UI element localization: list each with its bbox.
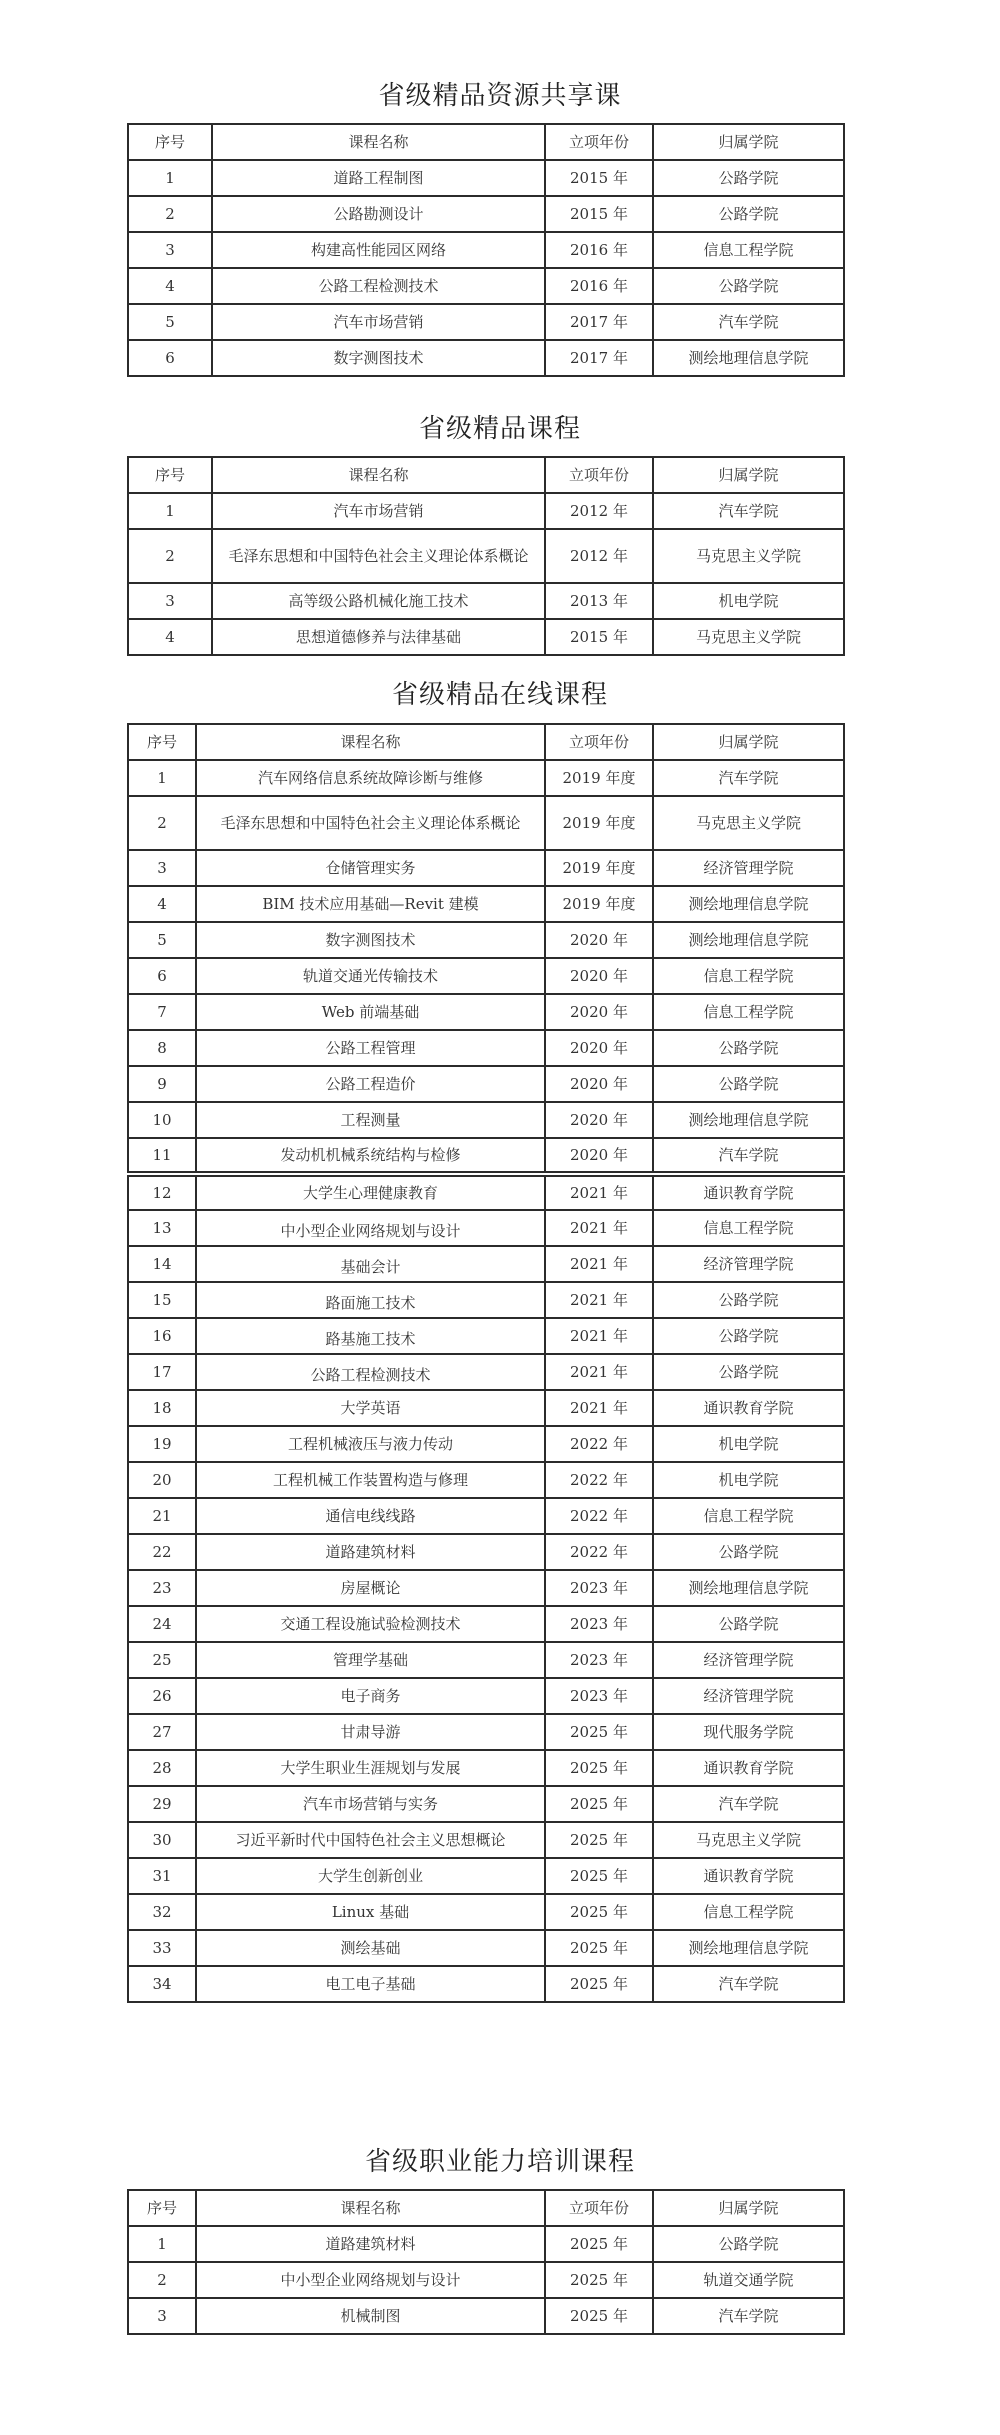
table-row <box>128 1534 844 1570</box>
table-row <box>128 1498 844 1534</box>
column-header: 课程名称 <box>196 724 545 760</box>
course-name-cell: 中小型企业网络规划与设计 <box>196 2262 545 2298</box>
course-name-cell: 甘肃导游 <box>196 1714 545 1750</box>
table-row <box>128 1714 844 1750</box>
course-name-cell: BIM 技术应用基础—Revit 建模 <box>196 886 545 922</box>
table-row <box>128 619 844 655</box>
college-cell: 公路学院 <box>653 1534 844 1570</box>
course-name-cell: 通信电线线路 <box>196 1498 545 1534</box>
course-name-cell: 道路工程制图 <box>212 160 545 196</box>
seq-cell: 2 <box>128 529 212 583</box>
course-name-cell: 数字测图技术 <box>196 922 545 958</box>
seq-cell: 4 <box>128 886 196 922</box>
table-row <box>128 160 844 196</box>
year-cell: 2017 年 <box>545 340 653 376</box>
table-row <box>128 886 844 922</box>
year-cell: 2023 年 <box>545 1606 653 1642</box>
college-cell: 测绘地理信息学院 <box>653 1570 844 1606</box>
seq-cell: 19 <box>128 1426 196 1462</box>
course-name-cell: Web 前端基础 <box>196 994 545 1030</box>
seq-cell: 12 <box>128 1174 196 1210</box>
course-name-cell: 汽车市场营销 <box>212 493 545 529</box>
table-row <box>128 529 844 583</box>
college-cell: 汽车学院 <box>653 1786 844 1822</box>
table-row <box>128 1210 844 1246</box>
table-row <box>128 196 844 232</box>
college-cell: 公路学院 <box>653 1318 844 1354</box>
college-cell: 测绘地理信息学院 <box>653 1102 844 1138</box>
seq-cell: 2 <box>128 196 212 232</box>
year-cell: 2025 年 <box>545 2298 653 2334</box>
course-name-cell: 公路工程检测技术 <box>212 268 545 304</box>
seq-cell: 29 <box>128 1786 196 1822</box>
year-cell: 2021 年 <box>545 1318 653 1354</box>
table-row <box>128 1930 844 1966</box>
year-cell: 2020 年 <box>545 922 653 958</box>
college-cell: 机电学院 <box>653 1426 844 1462</box>
college-cell: 公路学院 <box>653 1030 844 1066</box>
seq-cell: 20 <box>128 1462 196 1498</box>
year-cell: 2019 年度 <box>545 796 653 850</box>
college-cell: 汽车学院 <box>653 304 844 340</box>
column-header: 归属学院 <box>653 2190 844 2226</box>
section-title-online-courses: 省级精品在线课程 <box>391 680 608 710</box>
seq-cell: 26 <box>128 1678 196 1714</box>
column-header: 课程名称 <box>212 457 545 493</box>
seq-cell: 1 <box>128 493 212 529</box>
column-header: 立项年份 <box>545 2190 653 2226</box>
seq-cell: 2 <box>128 2262 196 2298</box>
seq-cell: 21 <box>128 1498 196 1534</box>
table-row <box>128 994 844 1030</box>
year-cell: 2021 年 <box>545 1354 653 1390</box>
seq-cell: 6 <box>128 340 212 376</box>
college-cell: 通识教育学院 <box>653 1858 844 1894</box>
seq-cell: 28 <box>128 1750 196 1786</box>
college-cell: 汽车学院 <box>653 2298 844 2334</box>
year-cell: 2022 年 <box>545 1426 653 1462</box>
table-vocational-training-courses <box>127 2189 845 2335</box>
year-cell: 2016 年 <box>545 232 653 268</box>
college-cell: 信息工程学院 <box>653 1498 844 1534</box>
year-cell: 2021 年 <box>545 1282 653 1318</box>
column-header: 序号 <box>128 2190 196 2226</box>
college-cell: 马克思主义学院 <box>653 529 844 583</box>
course-name-cell: 构建高性能园区网络 <box>212 232 545 268</box>
course-name-cell: 基础会计 <box>196 1246 545 1282</box>
seq-cell: 7 <box>128 994 196 1030</box>
college-cell: 机电学院 <box>653 1462 844 1498</box>
college-cell: 测绘地理信息学院 <box>653 340 844 376</box>
seq-cell: 17 <box>128 1354 196 1390</box>
year-cell: 2015 年 <box>545 619 653 655</box>
year-cell: 2020 年 <box>545 1102 653 1138</box>
seq-cell: 25 <box>128 1642 196 1678</box>
seq-cell: 5 <box>128 304 212 340</box>
college-cell: 信息工程学院 <box>653 994 844 1030</box>
college-cell: 公路学院 <box>653 1606 844 1642</box>
table-row <box>128 1282 844 1318</box>
table-quality-courses <box>127 456 845 656</box>
college-cell: 通识教育学院 <box>653 1390 844 1426</box>
college-cell: 汽车学院 <box>653 760 844 796</box>
table-row <box>128 1678 844 1714</box>
year-cell: 2020 年 <box>545 1066 653 1102</box>
college-cell: 公路学院 <box>653 196 844 232</box>
year-cell: 2012 年 <box>545 493 653 529</box>
course-name-cell: 中小型企业网络规划与设计 <box>196 1210 545 1246</box>
table-row <box>128 850 844 886</box>
year-cell: 2017 年 <box>545 304 653 340</box>
seq-cell: 31 <box>128 1858 196 1894</box>
course-name-cell: 测绘基础 <box>196 1930 545 1966</box>
seq-cell: 14 <box>128 1246 196 1282</box>
table-row <box>128 1822 844 1858</box>
college-cell: 经济管理学院 <box>653 850 844 886</box>
course-name-cell: 交通工程设施试验检测技术 <box>196 1606 545 1642</box>
year-cell: 2020 年 <box>545 958 653 994</box>
college-cell: 马克思主义学院 <box>653 619 844 655</box>
course-name-cell: 数字测图技术 <box>212 340 545 376</box>
header-row <box>128 124 844 160</box>
college-cell: 公路学院 <box>653 160 844 196</box>
table-row <box>128 1246 844 1282</box>
table-row <box>128 1066 844 1102</box>
seq-cell: 4 <box>128 268 212 304</box>
header-row <box>128 724 844 760</box>
year-cell: 2020 年 <box>545 994 653 1030</box>
seq-cell: 10 <box>128 1102 196 1138</box>
seq-cell: 2 <box>128 796 196 850</box>
college-cell: 经济管理学院 <box>653 1678 844 1714</box>
table-row <box>128 958 844 994</box>
course-name-cell: 发动机机械系统结构与检修 <box>196 1138 545 1174</box>
seq-cell: 13 <box>128 1210 196 1246</box>
seq-cell: 1 <box>128 160 212 196</box>
college-cell: 汽车学院 <box>653 1966 844 2002</box>
year-cell: 2013 年 <box>545 583 653 619</box>
year-cell: 2022 年 <box>545 1498 653 1534</box>
year-cell: 2021 年 <box>545 1210 653 1246</box>
column-header: 立项年份 <box>545 724 653 760</box>
year-cell: 2015 年 <box>545 160 653 196</box>
year-cell: 2025 年 <box>545 2262 653 2298</box>
course-name-cell: 汽车市场营销 <box>212 304 545 340</box>
year-cell: 2025 年 <box>545 1786 653 1822</box>
college-cell: 信息工程学院 <box>653 1210 844 1246</box>
college-cell: 公路学院 <box>653 1066 844 1102</box>
course-name-cell: 工程机械液压与液力传动 <box>196 1426 545 1462</box>
seq-cell: 33 <box>128 1930 196 1966</box>
section-title-quality-courses: 省级精品课程 <box>418 414 581 444</box>
column-header: 立项年份 <box>545 124 653 160</box>
seq-cell: 5 <box>128 922 196 958</box>
course-name-cell: 汽车市场营销与实务 <box>196 1786 545 1822</box>
course-name-cell: 道路建筑材料 <box>196 2226 545 2262</box>
course-name-cell: 管理学基础 <box>196 1642 545 1678</box>
course-name-cell: 公路勘测设计 <box>212 196 545 232</box>
column-header: 归属学院 <box>653 457 844 493</box>
section-title-resource-sharing: 省级精品资源共享课 <box>378 81 622 111</box>
seq-cell: 1 <box>128 760 196 796</box>
seq-cell: 9 <box>128 1066 196 1102</box>
year-cell: 2022 年 <box>545 1534 653 1570</box>
section-title-vocational-training-courses: 省级职业能力培训课程 <box>364 2147 635 2177</box>
table-row <box>128 583 844 619</box>
year-cell: 2025 年 <box>545 1858 653 1894</box>
college-cell: 经济管理学院 <box>653 1246 844 1282</box>
year-cell: 2023 年 <box>545 1642 653 1678</box>
course-name-cell: 毛泽东思想和中国特色社会主义理论体系概论 <box>212 529 545 583</box>
course-name-cell: 工程机械工作装置构造与修理 <box>196 1462 545 1498</box>
column-header: 课程名称 <box>196 2190 545 2226</box>
college-cell: 公路学院 <box>653 2226 844 2262</box>
table-row <box>128 1102 844 1138</box>
year-cell: 2025 年 <box>545 2226 653 2262</box>
table-row <box>128 1858 844 1894</box>
college-cell: 现代服务学院 <box>653 1714 844 1750</box>
college-cell: 测绘地理信息学院 <box>653 922 844 958</box>
college-cell: 马克思主义学院 <box>653 1822 844 1858</box>
course-name-cell: 道路建筑材料 <box>196 1534 545 1570</box>
course-name-cell: 大学生创新创业 <box>196 1858 545 1894</box>
course-name-cell: Linux 基础 <box>196 1894 545 1930</box>
year-cell: 2025 年 <box>545 1714 653 1750</box>
seq-cell: 24 <box>128 1606 196 1642</box>
table-row <box>128 493 844 529</box>
college-cell: 通识教育学院 <box>653 1174 844 1210</box>
table-row <box>128 1894 844 1930</box>
seq-cell: 3 <box>128 583 212 619</box>
year-cell: 2023 年 <box>545 1570 653 1606</box>
seq-cell: 3 <box>128 232 212 268</box>
table-row <box>128 268 844 304</box>
seq-cell: 16 <box>128 1318 196 1354</box>
table-row <box>128 1786 844 1822</box>
course-name-cell: 毛泽东思想和中国特色社会主义理论体系概论 <box>196 796 545 850</box>
college-cell: 机电学院 <box>653 583 844 619</box>
column-header: 序号 <box>128 124 212 160</box>
table-row <box>128 1606 844 1642</box>
course-name-cell: 汽车网络信息系统故障诊断与维修 <box>196 760 545 796</box>
table-row <box>128 1390 844 1426</box>
course-name-cell: 公路工程造价 <box>196 1066 545 1102</box>
table-row <box>128 1138 844 1174</box>
table-row <box>128 1750 844 1786</box>
seq-cell: 30 <box>128 1822 196 1858</box>
course-name-cell: 电工电子基础 <box>196 1966 545 2002</box>
year-cell: 2020 年 <box>545 1030 653 1066</box>
course-name-cell: 大学生职业生涯规划与发展 <box>196 1750 545 1786</box>
course-name-cell: 大学生心理健康教育 <box>196 1174 545 1210</box>
course-name-cell: 公路工程管理 <box>196 1030 545 1066</box>
year-cell: 2023 年 <box>545 1678 653 1714</box>
college-cell: 轨道交通学院 <box>653 2262 844 2298</box>
year-cell: 2019 年度 <box>545 850 653 886</box>
college-cell: 经济管理学院 <box>653 1642 844 1678</box>
college-cell: 测绘地理信息学院 <box>653 886 844 922</box>
table-row <box>128 922 844 958</box>
year-cell: 2021 年 <box>545 1174 653 1210</box>
course-name-cell: 路面施工技术 <box>196 1282 545 1318</box>
year-cell: 2022 年 <box>545 1462 653 1498</box>
seq-cell: 6 <box>128 958 196 994</box>
course-name-cell: 公路工程检测技术 <box>196 1354 545 1390</box>
table-row <box>128 1570 844 1606</box>
course-name-cell: 高等级公路机械化施工技术 <box>212 583 545 619</box>
year-cell: 2016 年 <box>545 268 653 304</box>
table-row <box>128 1426 844 1462</box>
college-cell: 公路学院 <box>653 1354 844 1390</box>
table-row <box>128 2226 844 2262</box>
table-resource-sharing-courses <box>127 123 845 377</box>
seq-cell: 11 <box>128 1138 196 1174</box>
table-row <box>128 1174 844 1210</box>
table-row <box>128 1642 844 1678</box>
college-cell: 测绘地理信息学院 <box>653 1930 844 1966</box>
year-cell: 2020 年 <box>545 1138 653 1174</box>
seq-cell: 4 <box>128 619 212 655</box>
table-row <box>128 2262 844 2298</box>
table-row <box>128 1030 844 1066</box>
course-name-cell: 房屋概论 <box>196 1570 545 1606</box>
year-cell: 2025 年 <box>545 1750 653 1786</box>
seq-cell: 8 <box>128 1030 196 1066</box>
column-header: 序号 <box>128 457 212 493</box>
header-row <box>128 457 844 493</box>
column-header: 归属学院 <box>653 124 844 160</box>
table-row <box>128 2298 844 2334</box>
table-row <box>128 232 844 268</box>
column-header: 归属学院 <box>653 724 844 760</box>
column-header: 立项年份 <box>545 457 653 493</box>
year-cell: 2025 年 <box>545 1966 653 2002</box>
column-header: 序号 <box>128 724 196 760</box>
year-cell: 2019 年度 <box>545 760 653 796</box>
seq-cell: 15 <box>128 1282 196 1318</box>
table-row <box>128 1966 844 2002</box>
seq-cell: 3 <box>128 850 196 886</box>
table-online-courses <box>127 723 845 2003</box>
table-row <box>128 1354 844 1390</box>
year-cell: 2019 年度 <box>545 886 653 922</box>
course-name-cell: 思想道德修养与法律基础 <box>212 619 545 655</box>
year-cell: 2012 年 <box>545 529 653 583</box>
college-cell: 通识教育学院 <box>653 1750 844 1786</box>
course-name-cell: 路基施工技术 <box>196 1318 545 1354</box>
seq-cell: 27 <box>128 1714 196 1750</box>
table-row <box>128 760 844 796</box>
table-row <box>128 304 844 340</box>
course-name-cell: 大学英语 <box>196 1390 545 1426</box>
college-cell: 信息工程学院 <box>653 958 844 994</box>
seq-cell: 1 <box>128 2226 196 2262</box>
seq-cell: 32 <box>128 1894 196 1930</box>
year-cell: 2021 年 <box>545 1390 653 1426</box>
table-row <box>128 1462 844 1498</box>
seq-cell: 3 <box>128 2298 196 2334</box>
seq-cell: 22 <box>128 1534 196 1570</box>
college-cell: 公路学院 <box>653 1282 844 1318</box>
header-row <box>128 2190 844 2226</box>
year-cell: 2025 年 <box>545 1930 653 1966</box>
course-name-cell: 仓储管理实务 <box>196 850 545 886</box>
course-name-cell: 工程测量 <box>196 1102 545 1138</box>
college-cell: 汽车学院 <box>653 1138 844 1174</box>
year-cell: 2025 年 <box>545 1894 653 1930</box>
year-cell: 2021 年 <box>545 1246 653 1282</box>
course-name-cell: 机械制图 <box>196 2298 545 2334</box>
course-name-cell: 习近平新时代中国特色社会主义思想概论 <box>196 1822 545 1858</box>
table-row <box>128 796 844 850</box>
year-cell: 2025 年 <box>545 1822 653 1858</box>
column-header: 课程名称 <box>212 124 545 160</box>
college-cell: 马克思主义学院 <box>653 796 844 850</box>
seq-cell: 34 <box>128 1966 196 2002</box>
table-row <box>128 340 844 376</box>
year-cell: 2015 年 <box>545 196 653 232</box>
college-cell: 公路学院 <box>653 268 844 304</box>
course-name-cell: 轨道交通光传输技术 <box>196 958 545 994</box>
seq-cell: 23 <box>128 1570 196 1606</box>
college-cell: 信息工程学院 <box>653 1894 844 1930</box>
seq-cell: 18 <box>128 1390 196 1426</box>
college-cell: 汽车学院 <box>653 493 844 529</box>
course-name-cell: 电子商务 <box>196 1678 545 1714</box>
table-row <box>128 1318 844 1354</box>
college-cell: 信息工程学院 <box>653 232 844 268</box>
